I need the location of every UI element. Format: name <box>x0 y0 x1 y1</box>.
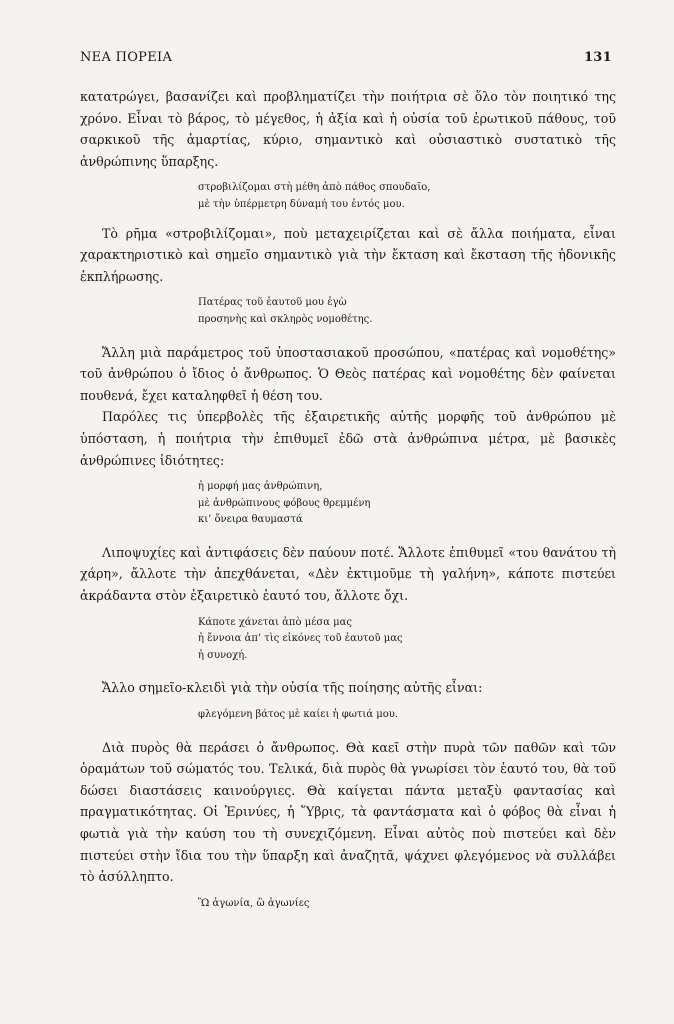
verse-line: μὲ τὴν ὑπέρμετρη δύναμή του ἐντός μου. <box>198 198 405 210</box>
verse-line: Κάποτε χάνεται ἀπὸ μέσα μας <box>198 616 352 628</box>
verse-quote-5 <box>198 707 616 724</box>
verse-quote-6 <box>198 896 616 913</box>
paragraph-2: Τὸ ρῆμα «στροβιλίζομαι», ποὺ μεταχειρίζεται καὶ σὲ ἄλλα ποιήματα, εἶναι χαρακτηριστικὸ καὶ σημεῖο σημαντικὸ γιὰ τὴν ἔκταση καὶ ἔκσταση τῆς ἡδονικῆς ἐκπλήρωσης. <box>80 225 616 284</box>
paragraph-1: κατατρώγει, βασανίζει καὶ προβληματίζει τὴν ποιήτρια σὲ ὅλο τὸν ποιητικό της χρόνο. Εἶναι τὸ βάρος, τὸ μέγεθος, ἡ ἀξία καὶ ἡ οὐσία τοῦ ἐρωτικοῦ πάθους, τοῦ σαρκικοῦ τῆς ἁμαρτίας, κύριο, σημαντικὸ καὶ οὐσιαστικὸ συστατικὸ τῆς ἀνθρώπινης ὕπαρξης. <box>80 89 616 169</box>
verse-line: ἡ μορφή μας ἀνθρώπινη, <box>198 481 323 493</box>
paragraph-5: Λιποψυχίες καὶ ἀντιφάσεις δὲν παύουν ποτέ. Ἄλλοτε ἐπιθυμεῖ «του θανάτου τὴ χάρη», ἄλλοτε τὴν ἀπεχθάνεται, «Δὲν ἐκτιμοῦμε τὴ γαλήνη», κάποτε πιστεύει ἀκράδαντα στὸν ἐξαιρετικὸ ἑαυτό του, ἄλλοτε ὄχι. <box>80 544 616 604</box>
page-number: 131 <box>583 50 612 65</box>
verse-line: Πατέρας τοῦ ἑαυτοῦ μου ἐγὼ <box>198 297 347 309</box>
text-body <box>80 86 616 921</box>
verse-line: ἡ συνοχή. <box>198 649 248 661</box>
paragraph-7: Διὰ πυρὸς θὰ περάσει ὁ ἄνθρωπος. Θὰ καεῖ στὴν πυρὰ τῶν παθῶν καὶ τῶν ὁραμάτων τοῦ σώματός του. Τελικά, διὰ πυρὸς θὰ γνωρίσει τὸν ἑαυτό του, θὰ τοῦ δώσει διαστάσεις καινούργιες. Θὰ καίγεται πάντα μεταξὺ φαντασίας καὶ πραγματικότητας. Οἱ Ἐρινύες, ἡ Ὕβρις, τὰ φαντάσματα καὶ ὁ φόβος θὰ εἶναι ἡ φωτιὰ γιὰ τὴν καύση του τὴ συνεχιζόμενη. Εἶναι αὐτὸς ποὺ πιστεύει καὶ δὲν πιστεύει στὴν ἴδια του τὴν ὕπαρξη καὶ ἀναζητᾶ, ψάχνει φλεγόμενος νὰ συλλάβει τὸ ἀσύλληπτο. <box>80 739 616 885</box>
verse-line: Ὢ ἀγωνία, ὢ ἀγωνίες <box>198 897 310 909</box>
verse-quote-3 <box>198 479 616 529</box>
verse-line: κι’ ὄνειρα θαυμαστά <box>198 514 303 526</box>
running-title: ΝΕΑ ΠΟΡΕΙΑ <box>80 50 173 65</box>
verse-line: μὲ ἀνθρώπινους φόβους θρεμμένη <box>198 497 371 509</box>
verse-line: προσηνὴς καὶ σκληρὸς νομοθέτης. <box>198 313 373 325</box>
paragraph-3: Ἄλλη μιὰ παράμετρος τοῦ ὑποστασιακοῦ προσώπου, «πατέρας καὶ νομοθέτης» τοῦ ἀνθρώπου ὁ ἴδιος ὁ ἄνθρωπος. Ὁ Θεὸς πατέρας καὶ νομοθέτης δὲν φαίνεται πουθενά, ἔχει καταληφθεῖ ἡ θέση του. <box>80 344 616 403</box>
running-header <box>80 50 612 65</box>
paragraph-4: Παρόλες τις ὑπερβολὲς τῆς ἐξαιρετικῆς αὐτῆς μορφῆς τοῦ ἀνθρώπου μὲ ὑπόσταση, ἡ ποιήτρια τὴν ἐπιθυμεῖ ἐδῶ στὰ ἀνθρώπινα μέτρα, μὲ βασικὲς ἀνθρώπινες ἰδιότητες: <box>80 409 616 468</box>
verse-quote-1 <box>198 180 616 213</box>
verse-quote-4 <box>198 615 616 665</box>
verse-line: ἡ ἔννοια ἀπ’ τὶς εἰκόνες τοῦ ἑαυτοῦ μας <box>198 633 403 645</box>
verse-quote-2 <box>198 295 616 328</box>
verse-line: φλεγόμενη βάτος μὲ καίει ἡ φωτιά μου. <box>198 709 399 721</box>
paragraph-6: Ἄλλο σημεῖο-κλειδὶ γιὰ τὴν οὐσία τῆς ποίησης αὐτῆς εἶναι: <box>102 680 483 696</box>
verse-line: στροβιλίζομαι στὴ μέθη ἀπὸ πάθος σπουδαῖο, <box>198 182 431 194</box>
